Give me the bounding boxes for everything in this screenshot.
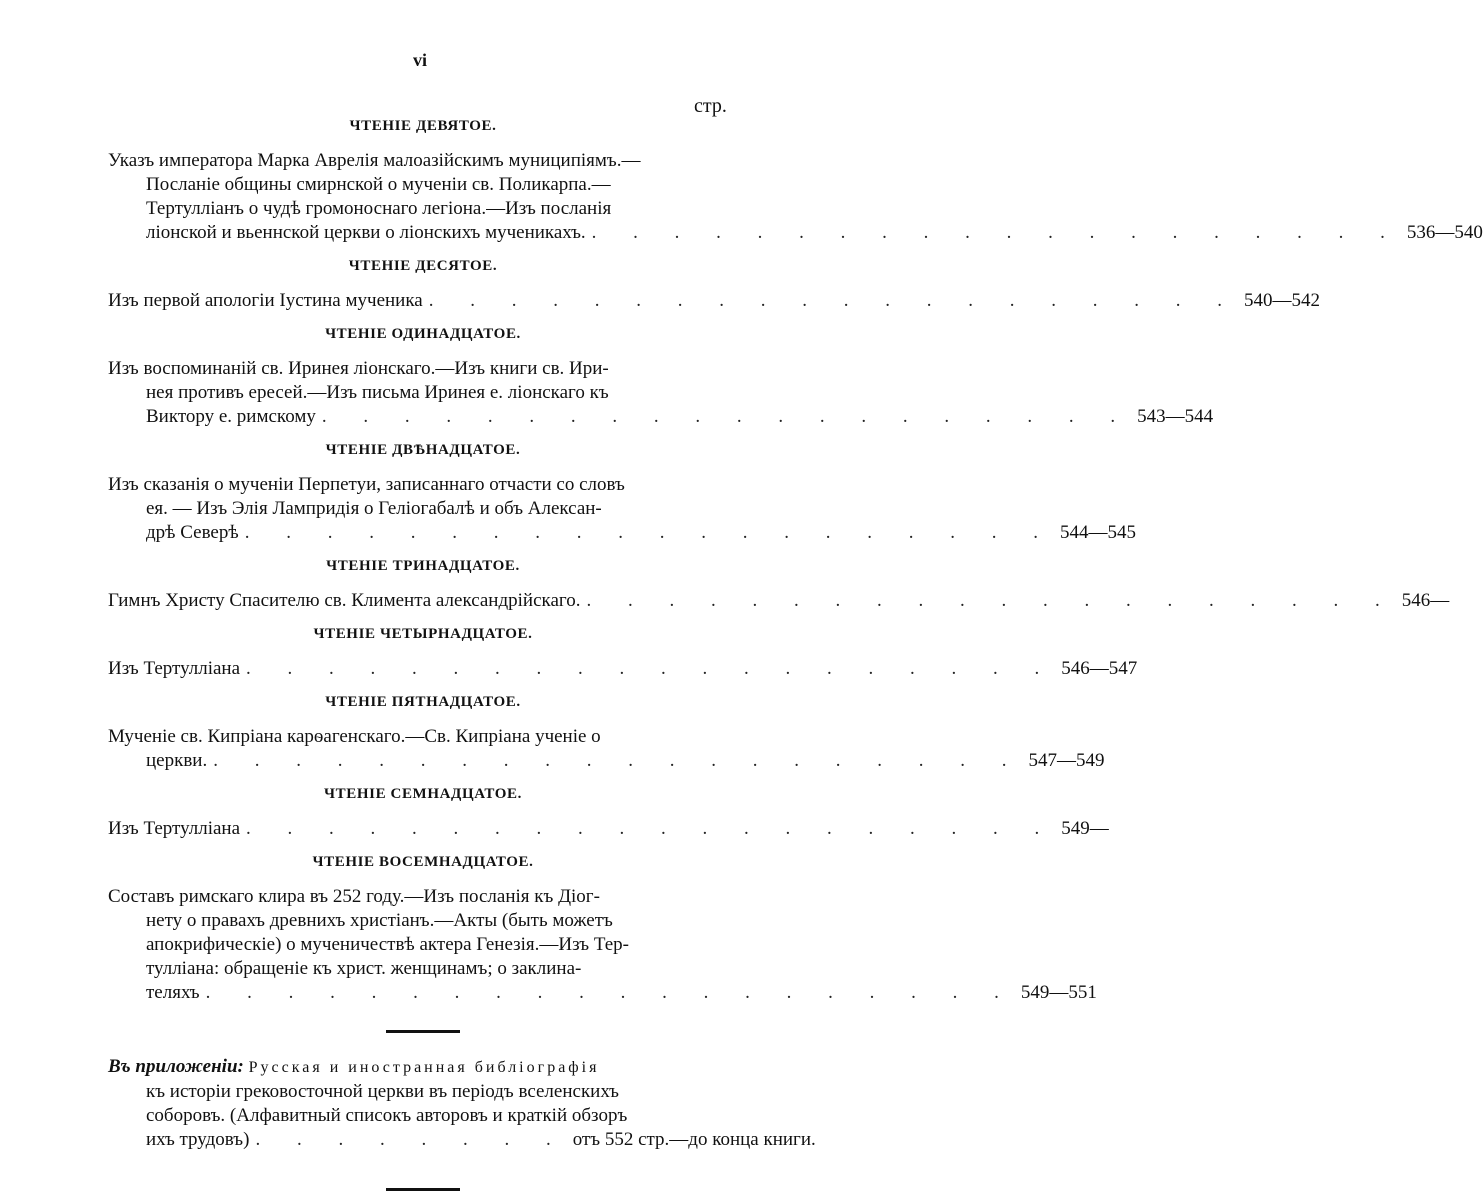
entry-line: Изъ сказанія о мученіи Перпетуи, записаннаго отчасти со словъ (108, 474, 625, 495)
spacer (108, 804, 738, 817)
toc-entry (108, 289, 1320, 313)
spacer (108, 136, 738, 149)
leader-dots: . . . . . . . . . . . . . . . . . . . . (244, 522, 1054, 543)
spacer (108, 105, 738, 116)
entry-text: Изъ Тертулліана (108, 818, 241, 839)
entry-last-line (108, 817, 1109, 841)
entry-pages: 543—544 (1137, 406, 1214, 427)
appendix-entry (108, 1055, 816, 1152)
appendix-text: ихъ трудовъ) (146, 1129, 250, 1150)
spacer (108, 681, 738, 692)
toc-entry (108, 725, 1105, 773)
spacer (108, 1152, 738, 1188)
appendix-title: Русская и иностранная библіографія (248, 1059, 600, 1076)
leader-dots: . . . . . . . . . . . . . . . . . . . . (428, 290, 1238, 311)
entry-line: нету о правахъ древнихъ христіанъ.—Акты (быть можетъ (146, 910, 613, 931)
leader-dots: . . . . . . . . (255, 1129, 567, 1150)
spacer (108, 613, 738, 624)
entry-line: нея противъ ересей.—Изъ письма Иринея е. ліонскаго къ (146, 382, 609, 403)
entry-pages: 549—551 (1020, 982, 1097, 1003)
entry-text: Гимнъ Христу Спасителю св. Климента александрійскаго. (108, 590, 581, 611)
spacer (108, 872, 738, 885)
entry-line: Составъ римскаго клира въ 252 году.—Изъ посланія къ Діог- (108, 886, 600, 907)
section-heading: ЧТЕНІЕ ОДИНАДЦАТОЕ. (325, 326, 521, 342)
page-number: vi (412, 50, 427, 70)
spacer (108, 712, 738, 725)
spacer (108, 460, 738, 473)
entry-text: ліонской и вьеннской церкви о ліонскихъ мученикахъ. (146, 222, 586, 243)
toc-entry (108, 357, 1214, 429)
page-column-label: стр. (694, 95, 727, 117)
entry-text: дрѣ Северѣ (146, 522, 239, 543)
entry-line: Изъ воспоминаній св. Иринея ліонскаго.—Изъ книги св. Ири- (108, 358, 609, 379)
entry-line: апокрифическіе) о мученичествѣ актера Генезія.—Изъ Тер- (146, 934, 630, 955)
section-heading: ЧТЕНІЕ ПЯТНАДЦАТОЕ. (325, 694, 521, 710)
entry-pages: 546— (1401, 590, 1450, 611)
section-heading: ЧТЕНІЕ ЧЕТЫРНАДЦАТОЕ. (313, 626, 533, 642)
entry-text: Изъ Тертулліана (108, 658, 241, 679)
section-heading: ЧТЕНІЕ ДЕВЯТОЕ. (349, 118, 497, 134)
toc-entry (108, 149, 1483, 245)
entry-text: Изъ первой апологіи Іустина мученика (108, 290, 423, 311)
toc-entry (108, 885, 1097, 1005)
leader-dots: . . . . . . . . . . . . . . . . . . . . (246, 818, 1056, 839)
entry-line: Указъ императора Марка Аврелія малоазійскимъ муниципіямъ.— (108, 150, 641, 171)
spacer (108, 245, 738, 256)
entry-pages: 544—545 (1059, 522, 1136, 543)
leader-dots: . . . . . . . . . . . . . . . . . . . . (586, 590, 1396, 611)
entry-pages: 547—549 (1028, 750, 1105, 771)
appendix-lead: Въ приложеніи: (108, 1056, 244, 1077)
table-of-contents (108, 105, 1483, 1191)
entry-last-line (108, 981, 1097, 1005)
section-heading: ЧТЕНІЕ ДВѢНАДЦАТОЕ. (325, 442, 521, 458)
toc-entry (108, 817, 1109, 841)
entry-line: ея. — Изъ Элія Лампридія о Геліогабалѣ и объ Алексан- (146, 498, 602, 519)
entry-last-line (108, 405, 1214, 429)
spacer (108, 1005, 738, 1016)
appendix-first-line (108, 1055, 738, 1080)
spacer (108, 1016, 738, 1030)
entry-line: Посланіе общины смирнской о мученіи св. Поликарпа.— (146, 174, 611, 195)
entry-pages: 549— (1061, 818, 1109, 839)
spacer (108, 841, 738, 852)
entry-last-line (108, 289, 1320, 313)
toc-entry (108, 657, 1138, 681)
entry-line: Тертулліанъ о чудѣ громоноснаго легіона.—Изъ посланія (146, 198, 612, 219)
spacer (108, 344, 738, 357)
entry-last-line (108, 657, 1138, 681)
spacer (108, 1033, 738, 1055)
appendix-pages: отъ 552 стр.—до конца книги. (572, 1129, 816, 1150)
section-heading: ЧТЕНІЕ ВОСЕМНАДЦАТОЕ. (312, 854, 534, 870)
entry-last-line (108, 749, 1105, 773)
entry-text: Виктору е. римскому (146, 406, 316, 427)
leader-dots: . . . . . . . . . . . . . . . . . . . . (321, 406, 1132, 427)
section-heading: ЧТЕНІЕ СЕМНАДЦАТОЕ. (324, 786, 522, 802)
spacer (108, 545, 738, 556)
section-heading: ЧТЕНІЕ ДЕСЯТОЕ. (348, 258, 498, 274)
leader-dots: . . . . . . . . . . . . . . . . . . . . (246, 658, 1056, 679)
section-heading: ЧТЕНІЕ ТРИНАДЦАТОЕ. (326, 558, 520, 574)
entry-pages: 546—547 (1061, 658, 1138, 679)
entry-line: Мученіе св. Кипріана карѳагенскаго.—Св. Кипріана ученіе о (108, 726, 601, 747)
spacer (108, 773, 738, 784)
spacer (108, 644, 738, 657)
entry-text: теляхъ (146, 982, 200, 1003)
toc-entry (108, 589, 1450, 613)
leader-dots: . . . . . . . . . . . . . . . . . . . . (205, 982, 1015, 1003)
entry-last-line (108, 589, 1450, 613)
spacer (108, 429, 738, 440)
appendix-line: къ исторіи грековосточной церкви въ періодъ вселенскихъ (146, 1081, 619, 1102)
entry-text: церкви. (146, 750, 208, 771)
entry-last-line (108, 221, 1483, 245)
entry-pages: 540—542 (1243, 290, 1320, 311)
appendix-last-line (108, 1128, 816, 1152)
spacer (108, 576, 738, 589)
toc-entry (108, 473, 1136, 545)
leader-dots: . . . . . . . . . . . . . . . . . . . . (213, 750, 1023, 771)
entry-line: тулліана: обращеніе къ христ. женщинамъ; о заклина- (146, 958, 582, 979)
appendix-line: соборовъ. (Алфавитный списокъ авторовъ и краткій обзоръ (146, 1105, 628, 1126)
entry-last-line (108, 521, 1136, 545)
leader-dots: . . . . . . . . . . . . . . . . . . . . (591, 222, 1401, 243)
spacer (108, 313, 738, 324)
entry-pages: 536—540 (1406, 222, 1483, 243)
spacer (108, 276, 738, 289)
